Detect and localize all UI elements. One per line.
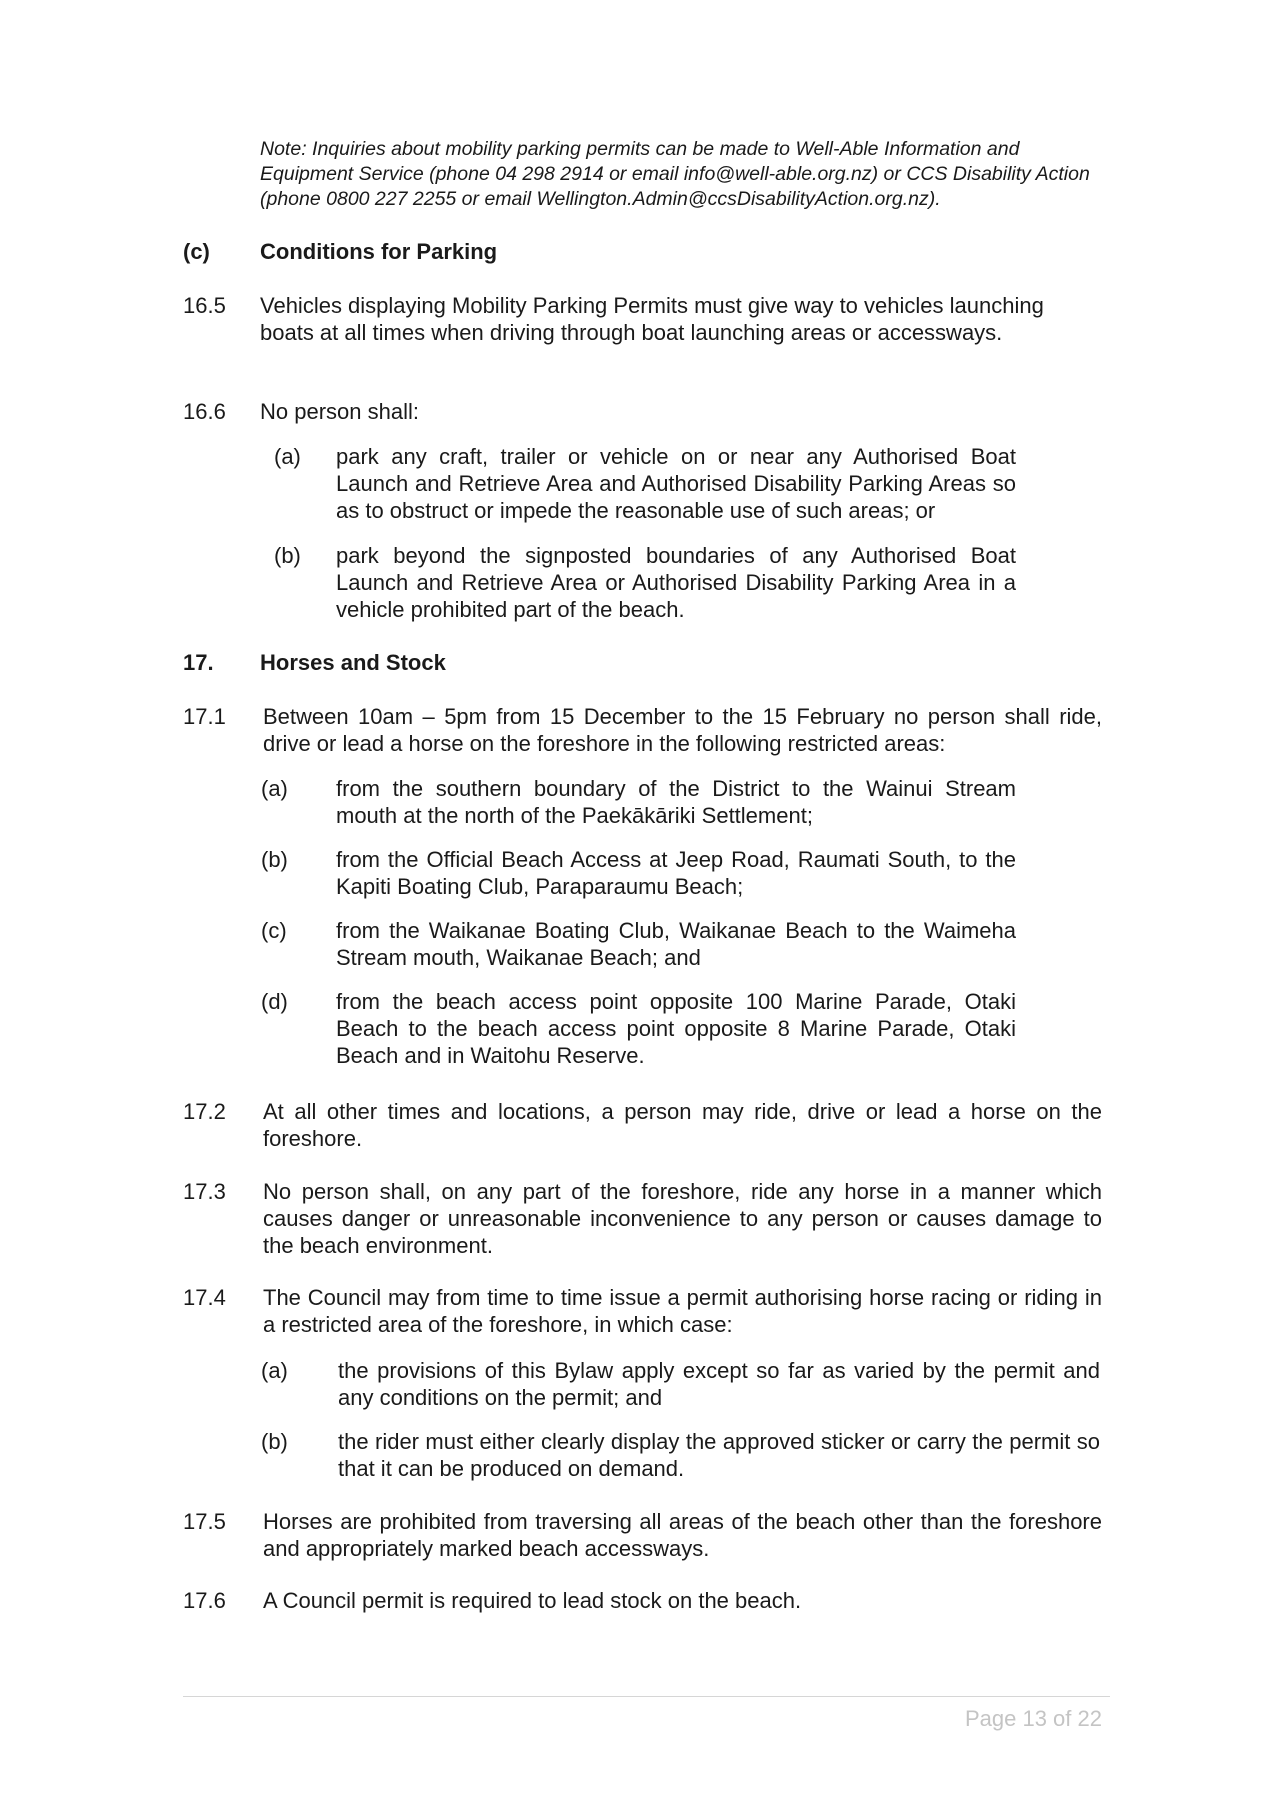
clause-text: Between 10am – 5pm from 15 December to the 15 February no person shall ride, drive or lead a horse on the foreshore in the following restricted areas: (263, 704, 1102, 756)
item-label: (b) (261, 1429, 288, 1454)
item-label: (d) (261, 989, 288, 1014)
clause-number: 17.1 (183, 704, 226, 729)
page-number: Page 13 of 22 (964, 1706, 1102, 1731)
clause-16-6-item-a (274, 443, 1016, 524)
heading-label: (c) (183, 239, 210, 264)
item-label: (b) (274, 543, 301, 568)
clause-17-5 (183, 1508, 1102, 1562)
item-text: from the Official Beach Access at Jeep Road, Raumati South, to the Kapiti Boating Club, Paraparaumu Beach; (336, 847, 1016, 899)
item-text: park beyond the signposted boundaries of any Authorised Boat Launch and Retrieve Area or Authorised Disability Parking Area in a vehicle prohibited part of the beach. (336, 543, 1016, 622)
clause-17-4 (183, 1284, 1102, 1338)
clause-text: Horses are prohibited from traversing all areas of the beach other than the foreshore and appropriately marked beach accessways. (263, 1509, 1102, 1561)
clause-text: The Council may from time to time issue a permit authorising horse racing or riding in a restricted area of the foreshore, in which case: (263, 1285, 1102, 1337)
item-text: from the southern boundary of the District to the Wainui Stream mouth at the north of the Paekākāriki Settlement; (336, 776, 1016, 828)
clause-17-1-item-c (261, 917, 1016, 971)
clause-16-5 (183, 292, 1102, 346)
clause-number: 17.3 (183, 1179, 226, 1204)
heading-title: Conditions for Parking (260, 239, 498, 264)
item-label: (a) (261, 776, 288, 801)
item-label: (b) (261, 847, 288, 872)
clause-text: No person shall, on any part of the foreshore, ride any horse in a manner which causes danger or unreasonable inconvenience to any person or causes damage to the beach environment. (263, 1179, 1102, 1258)
item-text: park any craft, trailer or vehicle on or near any Authorised Boat Launch and Retrieve Area and Authorised Disability Parking Areas so as to obstruct or impede the reasonable use of such areas; or (336, 444, 1016, 523)
footer-divider (183, 1696, 1110, 1697)
item-label: (a) (274, 444, 301, 469)
mobility-permit-note: Note: Inquiries about mobility parking permits can be made to Well-Able Information and Equipment Service (phone 04 298 2914 or email info@well-able.org.nz) or CCS Disability Action (phone 0800 227 2255 or email Wellington.Admin@ccsDisabilityAction.org.nz). (260, 138, 1090, 210)
clause-17-4-item-b (261, 1428, 1100, 1482)
clause-17-3 (183, 1178, 1102, 1259)
item-label: (a) (261, 1358, 288, 1383)
clause-text: Vehicles displaying Mobility Parking Permits must give way to vehicles launching boats at all times when driving through boat launching areas or accessways. (260, 293, 1044, 345)
clause-text: No person shall: (260, 399, 419, 424)
clause-number: 17.5 (183, 1509, 226, 1534)
clause-17-1-item-b (261, 846, 1016, 900)
item-text: the provisions of this Bylaw apply except so far as varied by the permit and any conditions on the permit; and (338, 1358, 1100, 1410)
clause-number: 17.4 (183, 1285, 226, 1310)
clause-text: At all other times and locations, a person may ride, drive or lead a horse on the foreshore. (263, 1099, 1102, 1151)
heading-label: 17. (183, 650, 214, 675)
clause-number: 17.6 (183, 1588, 226, 1613)
item-label: (c) (261, 918, 287, 943)
clause-number: 16.5 (183, 293, 226, 318)
clause-17-6 (183, 1587, 1102, 1614)
heading-title: Horses and Stock (260, 650, 446, 675)
item-text: the rider must either clearly display the approved sticker or carry the permit so that it can be produced on demand. (338, 1429, 1100, 1481)
clause-17-2 (183, 1098, 1102, 1152)
item-text: from the Waikanae Boating Club, Waikanae Beach to the Waimeha Stream mouth, Waikanae Beach; and (336, 918, 1016, 970)
clause-16-6-item-b (274, 542, 1016, 623)
clause-number: 17.2 (183, 1099, 226, 1124)
clause-17-1-item-a (261, 775, 1016, 829)
clause-17-4-item-a (261, 1357, 1100, 1411)
item-text: from the beach access point opposite 100 Marine Parade, Otaki Beach to the beach access point opposite 8 Marine Parade, Otaki Beach and in Waitohu Reserve. (336, 989, 1016, 1068)
clause-text: A Council permit is required to lead stock on the beach. (263, 1588, 802, 1613)
clause-number: 16.6 (183, 399, 226, 424)
clause-16-6 (183, 398, 1102, 425)
clause-17-1-item-d (261, 988, 1016, 1069)
clause-17-1 (183, 703, 1102, 757)
